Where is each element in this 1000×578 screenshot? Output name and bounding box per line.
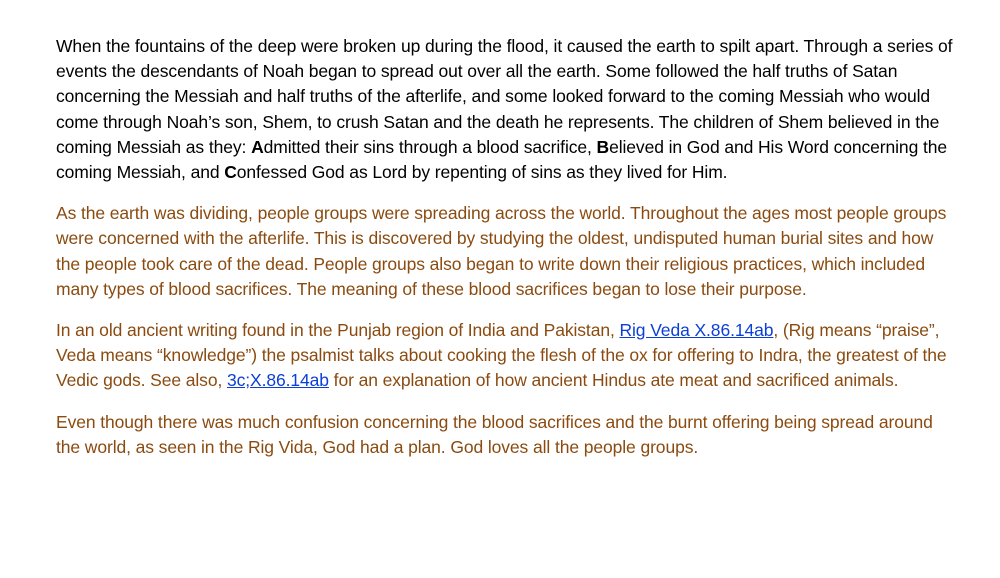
p1-text-c: elieved in God and His Word concerning the coming Messiah, and — [56, 136, 947, 183]
p1-text-b: dmitted their sins through a blood sacrifice, — [263, 136, 597, 157]
p3-text-a: In an old ancient writing found in the Punjab region of India and Pakistan, — [56, 320, 620, 341]
vedic-reference-link[interactable]: 3c;X.86.14ab — [226, 370, 329, 391]
paragraph-noah-descendants — [56, 34, 960, 185]
p1-initial-a: A — [251, 136, 264, 157]
paragraph-rig-veda — [56, 318, 960, 394]
p1-text-a: When the fountains of the deep were broken up during the flood, it caused the earth to spilt apart. Through a series of events the descendants of Noah began to spread out over all the earth. Some followed the half truths of Satan concerning the Messiah and half truths of the afterlife, and some looked forward to the coming Messiah who would come through Noah’s son, Shem, to crush Satan and the death he represents. The children of Shem believed in the coming Messiah as they: — [56, 36, 953, 157]
paragraph-people-groups: As the earth was dividing, people groups were spreading across the world. Throughout the ages most people groups were concerned with the afterlife. This is discovered by studying the oldest, undisputed human burial sites and how the people took care of the dead. People groups also began to write down their religious practices, which included many types of blood sacrifices. The meaning of these blood sacrifices began to lose their purpose. — [56, 203, 947, 299]
p3-text-c: for an explanation of how ancient Hindus ate meat and sacrificed animals. — [328, 370, 899, 391]
p1-initial-c: C — [224, 162, 237, 183]
p1-initial-b: B — [596, 136, 610, 157]
rig-veda-link[interactable]: Rig Veda X.86.14ab — [619, 320, 774, 341]
p3-text-b: , (Rig means “praise”, Veda means “knowledge”) the psalmist talks about cooking the flesh of the ox for offering to Indra, the greatest of the Vedic gods. See also, — [56, 320, 947, 391]
p1-text-d: onfessed God as Lord by repenting of sins as they lived for Him. — [236, 162, 728, 183]
paragraph-gods-plan: Even though there was much confusion concerning the blood sacrifices and the burnt offering being spread around the world, as seen in the Rig Vida, God had a plan. God loves all the people groups. — [56, 411, 933, 457]
